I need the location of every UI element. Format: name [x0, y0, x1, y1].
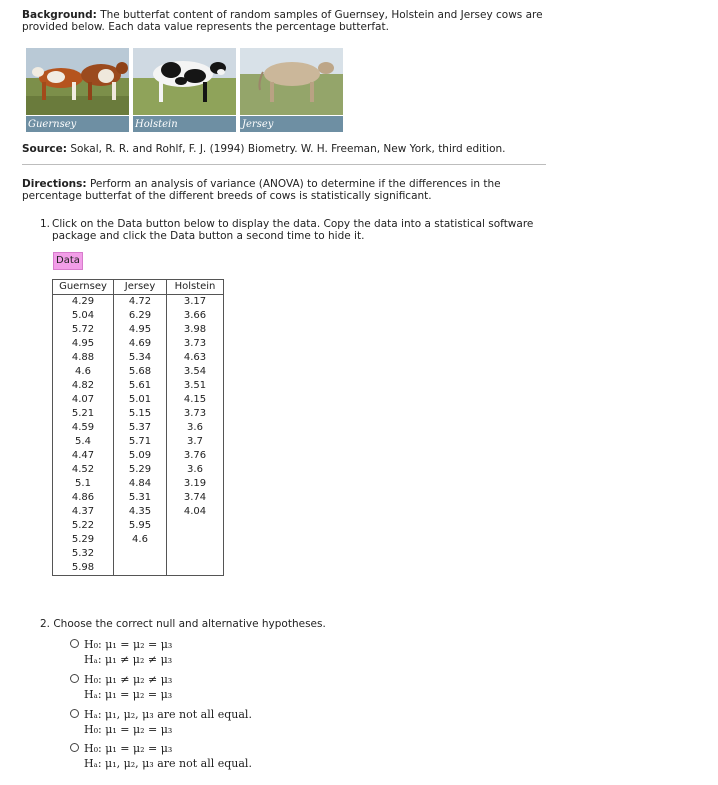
directions-text: Perform an analysis of variance (ANOVA) to determine if the differences in the percentage butterfat of the different breeds of cows is statistically significant. [22, 178, 501, 202]
table-cell: 4.35 [114, 505, 167, 519]
table-cell: 3.76 [167, 449, 224, 463]
table-cell [167, 547, 224, 561]
source-text: Sokal, R. R. and Rohlf, F. J. (1994) Biometry. W. H. Freeman, New York, third edition. [66, 143, 506, 155]
table-row [53, 463, 224, 477]
table-cell: 5.1 [53, 477, 114, 491]
table-cell [114, 547, 167, 561]
radio-button[interactable] [70, 674, 79, 683]
radio-button[interactable] [70, 709, 79, 718]
radio-button[interactable] [70, 639, 79, 648]
table-cell: 4.72 [114, 295, 167, 310]
table-cell: 5.09 [114, 449, 167, 463]
table-cell: 4.84 [114, 477, 167, 491]
option-3-line-2: H₀: μ₁ = μ₂ = μ₃ [84, 723, 173, 736]
guernsey-photo [26, 48, 129, 132]
table-cell: 3.73 [167, 337, 224, 351]
table-row [53, 421, 224, 435]
table-row [53, 337, 224, 351]
table-cell: 4.6 [53, 365, 114, 379]
table-cell: 4.15 [167, 393, 224, 407]
table-cell: 5.21 [53, 407, 114, 421]
table-cell: 5.72 [53, 323, 114, 337]
table-cell: 3.54 [167, 365, 224, 379]
table-row [53, 449, 224, 463]
table-cell: 5.32 [53, 547, 114, 561]
table-cell: 4.88 [53, 351, 114, 365]
option-2-line-2: Hₐ: μ₁ = μ₂ = μ₃ [84, 688, 173, 701]
table-cell: 4.6 [114, 533, 167, 547]
table-row [53, 323, 224, 337]
jersey-image [240, 48, 343, 115]
option-1-line-1: H₀: μ₁ = μ₂ = μ₃ [84, 638, 173, 651]
holstein-image [133, 48, 236, 115]
table-cell: 5.01 [114, 393, 167, 407]
table-cell: 3.51 [167, 379, 224, 393]
directions-paragraph [22, 178, 542, 202]
table-cell: 5.61 [114, 379, 167, 393]
option-4-line-1: H₀: μ₁ = μ₂ = μ₃ [84, 742, 173, 755]
table-cell: 5.4 [53, 435, 114, 449]
radio-button[interactable] [70, 743, 79, 752]
option-3-line-1: Hₐ: μ₁, μ₂, μ₃ are not all equal. [84, 708, 252, 721]
table-cell: 5.68 [114, 365, 167, 379]
table-cell: 4.86 [53, 491, 114, 505]
table-cell: 5.31 [114, 491, 167, 505]
question-1-number: 1. [40, 218, 51, 230]
table-row [53, 365, 224, 379]
table-cell: 4.59 [53, 421, 114, 435]
table-cell: 5.04 [53, 309, 114, 323]
option-2-line-1: H₀: μ₁ ≠ μ₂ ≠ μ₃ [84, 673, 173, 686]
holstein-caption: Holstein [133, 115, 236, 132]
table-cell: 4.63 [167, 351, 224, 365]
table-cell: 4.69 [114, 337, 167, 351]
table-cell: 5.37 [114, 421, 167, 435]
table-row [53, 477, 224, 491]
table-row [53, 547, 224, 561]
table-cell: 4.47 [53, 449, 114, 463]
option-4-line-2: Hₐ: μ₁, μ₂, μ₃ are not all equal. [84, 757, 252, 770]
header-guernsey: Guernsey [53, 280, 114, 295]
question-1 [40, 218, 550, 242]
table-cell [167, 533, 224, 547]
header-jersey: Jersey [114, 280, 167, 295]
table-row [53, 435, 224, 449]
table-cell [167, 519, 224, 533]
table-row [53, 533, 224, 547]
table-cell: 5.71 [114, 435, 167, 449]
table-cell: 3.6 [167, 463, 224, 477]
table-cell: 3.73 [167, 407, 224, 421]
table-row [53, 561, 224, 576]
table-cell [114, 561, 167, 576]
jersey-caption: Jersey [240, 115, 343, 132]
option-1-line-2: Hₐ: μ₁ ≠ μ₂ ≠ μ₃ [84, 653, 173, 666]
table-cell: 3.7 [167, 435, 224, 449]
question-2-text: 2. Choose the correct null and alternative hypotheses. [40, 618, 326, 630]
table-row [53, 491, 224, 505]
data-table [52, 279, 224, 576]
table-cell: 6.29 [114, 309, 167, 323]
table-row [53, 407, 224, 421]
divider [22, 164, 546, 165]
table-cell: 3.98 [167, 323, 224, 337]
holstein-photo [133, 48, 236, 132]
table-cell: 5.34 [114, 351, 167, 365]
table-cell: 4.52 [53, 463, 114, 477]
header-holstein: Holstein [167, 280, 224, 295]
table-cell: 4.82 [53, 379, 114, 393]
jersey-photo [240, 48, 343, 132]
guernsey-image [26, 48, 129, 115]
table-cell: 3.66 [167, 309, 224, 323]
table-row [53, 295, 224, 310]
table-cell: 5.15 [114, 407, 167, 421]
table-cell: 4.07 [53, 393, 114, 407]
table-cell: 5.29 [53, 533, 114, 547]
background-text: The butterfat content of random samples of Guernsey, Holstein and Jersey cows are provided below. Each data value represents the percentage butterfat. [22, 9, 543, 33]
background-paragraph [22, 9, 552, 33]
table-cell: 3.19 [167, 477, 224, 491]
table-cell: 3.6 [167, 421, 224, 435]
background-label: Background: [22, 9, 97, 21]
data-button[interactable]: Data [53, 252, 83, 270]
table-row [53, 351, 224, 365]
table-cell: 4.95 [53, 337, 114, 351]
table-cell: 5.29 [114, 463, 167, 477]
guernsey-caption: Guernsey [26, 115, 129, 132]
table-cell: 3.74 [167, 491, 224, 505]
source-label: Source: [22, 143, 67, 155]
table-cell: 5.98 [53, 561, 114, 576]
table-row [53, 379, 224, 393]
source-line [22, 143, 506, 155]
table-cell: 5.22 [53, 519, 114, 533]
table-cell: 5.95 [114, 519, 167, 533]
table-row [53, 505, 224, 519]
table-row [53, 393, 224, 407]
question-1-text: Click on the Data button below to display the data. Copy the data into a statistical software package and click the Data button a second time to hide it. [52, 218, 534, 242]
directions-label: Directions: [22, 178, 87, 190]
table-cell: 4.95 [114, 323, 167, 337]
table-row [53, 519, 224, 533]
table-cell: 4.29 [53, 295, 114, 310]
table-cell [167, 561, 224, 576]
table-cell: 4.37 [53, 505, 114, 519]
table-header-row [53, 280, 224, 295]
table-cell: 4.04 [167, 505, 224, 519]
table-cell: 3.17 [167, 295, 224, 310]
table-body [53, 295, 224, 576]
table-row [53, 309, 224, 323]
